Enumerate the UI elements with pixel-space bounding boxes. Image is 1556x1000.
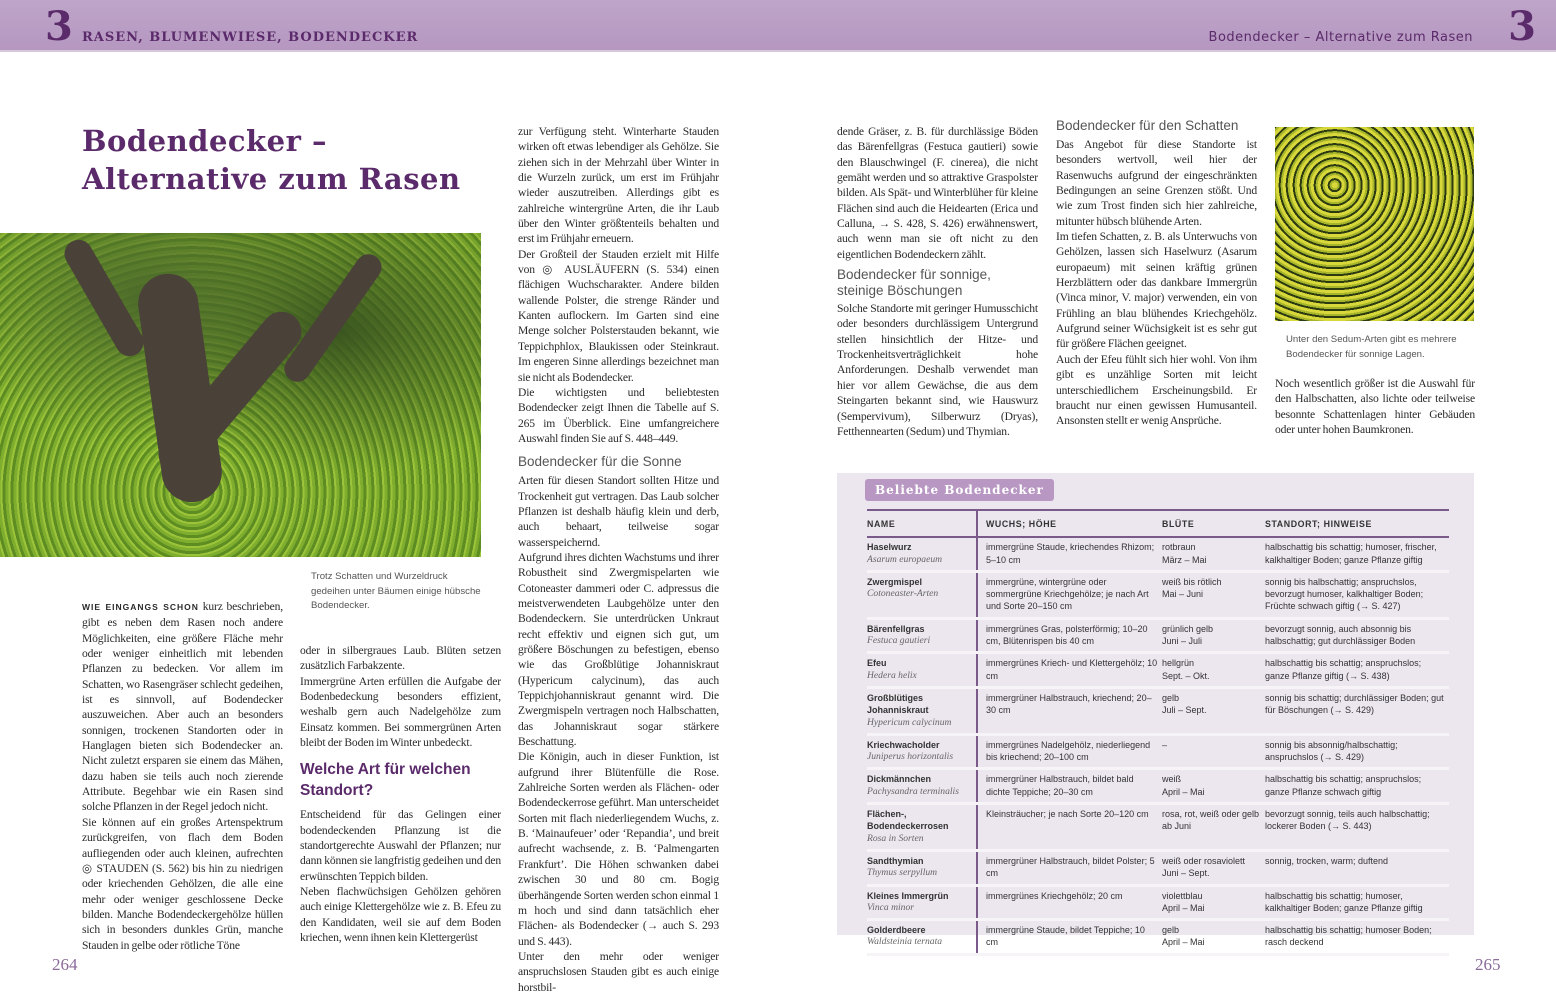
cell-bloom [1162, 618, 1265, 653]
page-title [82, 122, 461, 198]
paragraph: Arten für diesen Standort sollten Hitze und Trockenheit gut vertragen. Das Laub solcher Pflanzen ist deshalb häufig klein und derb, auch behaart, teilweise sogar wasserspeichernd. [518, 474, 719, 549]
column-header-name: NAME [867, 510, 977, 537]
column-4 [837, 124, 1038, 439]
page-number-right: 265 [1475, 955, 1501, 974]
table-row [867, 537, 1449, 571]
paragraph: Neben flachwüchsigen Gehölzen gehören auch einige Klettergehölze wie z. B. Efeu zu den Kandidaten, weil sie auf dem Boden kriechen, wenn ihnen kein Klettergerüst [300, 885, 501, 945]
column-6 [1275, 376, 1475, 437]
table-row [867, 885, 1449, 920]
cell-bloom [1162, 571, 1265, 618]
latin-name: Hypericum calycinum [867, 716, 952, 728]
paragraph: Noch wesentlich größer ist die Auswahl für den Halbschatten, also lichte oder teilweise besonnte Schattenlagen hinter Gebäuden oder unter hohen Baumkronen. [1275, 377, 1475, 437]
paragraph: Der Großteil der Stauden erzielt mit Hilfe von ◎ AUSLÄUFERN (S. 534) einen flächigen Wuchscharakter. Andere bilden wallende Polster, die strenge Ränder und Kanten auflockern. Im Garten sind eine Menge solcher Polsterstauden bekannt, wie Teppichphlox, Blaukissen oder Steinkraut. Im engeren Sinne allerdings bezeichnet man sie nicht als Bodendecker. [518, 247, 719, 384]
cell-growth: immergrünes Gras, polsterförmig; 10–20 cm, Blütenrispen bis 40 cm [977, 618, 1162, 653]
paragraph: Im tiefen Schatten, z. B. als Unterwuchs von Gehölzen, lassen sich Haselwurz (Asarum europaeum) mit seinen kräftig grünen Herzblättern oder das dankbare Immergrün (Vinca minor, V. major) verwenden, ein von Frühling an blau blühendes Kriechgehölz. Aufgrund seiner Wüchsigkeit ist es sehr gut für größere Flächen geeignet. [1056, 230, 1257, 351]
bloom-time: Juni – Juli [1162, 636, 1203, 647]
latin-name: Cotoneaster-Arten [867, 588, 939, 600]
bloom-color: gelb [1162, 925, 1180, 936]
latin-name: Juniperus horizontalis [867, 751, 954, 763]
cell-growth: immergrüne Staude, kriechendes Rhizom; 5–10 cm [977, 537, 1162, 571]
plant-name: Sandthymian [867, 855, 924, 866]
cell-bloom [1162, 537, 1265, 571]
cell-name [867, 850, 977, 885]
subheading: Bodendecker für sonnige, steinige Böschungen [837, 267, 991, 299]
cell-location: bevorzugt sonnig, auch absonnig bis halbschattig; gut durchlässiger Boden [1265, 618, 1449, 653]
paragraph: oder in silbergraues Laub. Blüten setzen zusätzlich Farbakzente. [300, 644, 501, 673]
title-line-2: Alternative zum Rasen [82, 162, 461, 196]
cell-location: halbschattig bis schattig; humoser, kalkhaltiger Boden; ganze Pflanze giftig [1265, 885, 1449, 920]
column-header-growth: WUCHS; HÖHE [977, 510, 1162, 537]
latin-name: Pachysandra terminalis [867, 785, 959, 797]
table-row [867, 804, 1449, 851]
paragraph: zur Verfügung steht. Winterharte Stauden wirken oft etwas lebendiger als Gehölze. Sie ziehen sich in der Mehrzahl über Winter in die Wurzeln zurück, um erst im Frühjahr wieder auszutreiben. Allerdings gibt es zahlreiche wintergrüne Arten, die ihr Laub über den Winter größtenteils behalten und erst im Frühjahr erneuern. [518, 125, 719, 246]
table-row [867, 734, 1449, 769]
cell-location: halbschattig bis schattig; anspruchslos; ganze Pflanze schwach giftig [1265, 769, 1449, 804]
plant-name: Kriechwacholder [867, 739, 940, 750]
plant-name: Haselwurz [867, 542, 912, 553]
table-row [867, 769, 1449, 804]
table-row [867, 618, 1449, 653]
paragraph: Solche Standorte mit geringer Humusschicht oder besonders durchlässigem Untergrund stellen hinsichtlich der Hitze- und Trockenheitsverträglichkeit hohe Anforderungen. Deshalb verwendet man hier vor allem Gewächse, die aus dem Steingarten bekannt sind, wie Hauswurz (Sempervivum), Silberwurz (Dryas), Fetthennearten (Sedum) und Thymian. [837, 302, 1038, 438]
paragraph: Aufgrund ihres dichten Wachstums und ihrer Robustheit sind Zwergmispelarten wie Cotoneaster dammeri oder C. adpressus die meistverwendeten Laubgehölze unter den Bodendeckern. Sie unterdrücken Unkraut recht effektiv und eignen sich gut, um größere Böschungen zu befestigen, ebenso wie das Großblütige Johanniskraut (Hypericum calycinum), das auch Teppichjohanniskraut genannt wird. Die Zwergmispeln vertragen noch Halbschatten, das Johanniskraut sogar stärkere Beschattung. [518, 550, 719, 749]
cell-bloom [1162, 804, 1265, 851]
paragraph: Die Königin, auch in dieser Funktion, ist aufgrund ihrer Blütenfülle die Rose. Zahlreiche Sorten werden als Flächen- oder Bodendeckerrose geführt. Man unterscheidet Sorten mit flach niederliegendem Wuchs, z. B. ‘Mainaufeuer’ oder ‘Repandia’, und breit aufrecht wachsende, z. B. ‘Palmengarten Frankfurt’. Die Höhen schwanken dabei zwischen 30 und 80 cm. Bogig überhängende Sorten werden schon einmal 1 m hoch und sind dann tatsächlich eher Flächen- als Bodendecker (→ auch S. 293 und S. 443). [518, 750, 719, 948]
cell-bloom [1162, 687, 1265, 734]
chapter-header-band [0, 0, 1556, 52]
bloom-time: April – Mai [1162, 786, 1205, 797]
cell-bloom [1162, 885, 1265, 920]
paragraph [82, 599, 283, 815]
cell-growth: immergrüner Halbstrauch, bildet bald dichte Teppiche; 20–30 cm [977, 769, 1162, 804]
column-1 [82, 599, 283, 953]
paragraph: Auch der Efeu fühlt sich hier wohl. Von ihm gibt es unzählige Sorten mit leicht unterschiedlichem Erscheinungsbild. Er braucht nur einen gewissen Humusanteil. Ansonsten stellt er wenig Ansprüche. [1056, 352, 1257, 428]
table-row [867, 920, 1449, 955]
latin-name: Hedera helix [867, 669, 917, 681]
chapter-number: 3 [45, 3, 73, 50]
cell-name [867, 537, 977, 571]
cell-location: halbschattig bis schattig; humoser, frischer, kalkhaltiger Boden; ganze Pflanze giftig [1265, 537, 1449, 571]
bloom-color: weiß [1162, 774, 1182, 785]
cell-location: halbschattig bis schattig; anspruchslos; ganze Pflanze giftig (→ S. 438) [1265, 653, 1449, 688]
title-line-1: Bodendecker – [82, 124, 327, 158]
cell-location: bevorzugt sonnig, teils auch halbschattig; lockerer Boden (→ S. 443) [1265, 804, 1449, 851]
bloom-time: April – Mai [1162, 937, 1205, 948]
subheading: Welche Art für welchen Standort? [300, 761, 471, 800]
cell-bloom [1162, 850, 1265, 885]
bloom-color: gelb [1162, 692, 1180, 703]
plant-name: Kleines Immergrün [867, 890, 949, 901]
bloom-color: rosa, rot, weiß oder gelb [1162, 809, 1260, 820]
bloom-time: Mai – Juni [1162, 589, 1204, 600]
cell-name [867, 920, 977, 955]
cell-location: sonnig bis absonnig/halbschattig; anspruchslos (→ S. 429) [1265, 734, 1449, 769]
lead-in: WIE EINGANGS SCHON [82, 602, 199, 612]
plant-name: Golderdbeere [867, 925, 926, 936]
column-header-location: STANDORT; HINWEISE [1265, 510, 1449, 537]
cell-growth: immergrünes Kriechgehölz; 20 cm [977, 885, 1162, 920]
latin-name: Thymus serpyllum [867, 867, 938, 879]
plant-name: Dickmännchen [867, 774, 932, 785]
bloom-color: hellgrün [1162, 658, 1195, 669]
bloom-color: violettblau [1162, 890, 1203, 901]
section-title: Bodendecker – Alternative zum Rasen [1208, 30, 1473, 45]
table-label: Beliebte Bodendecker [865, 479, 1054, 501]
bloom-color: – [1162, 739, 1168, 750]
bloom-color: weiß oder rosaviolett [1162, 855, 1246, 866]
cell-name [867, 653, 977, 688]
latin-name: Asarum europaeum [867, 553, 943, 565]
cell-location: halbschattig bis schattig; humoser Boden; rasch deckend [1265, 920, 1449, 955]
cell-bloom [1162, 653, 1265, 688]
cell-bloom [1162, 769, 1265, 804]
cell-name [867, 804, 977, 851]
cell-bloom [1162, 920, 1265, 955]
page-number-left: 264 [52, 955, 78, 974]
plant-name: Großblütiges Johanniskraut [867, 692, 929, 716]
cell-growth: Kleinsträucher; je nach Sorte 20–120 cm [977, 804, 1162, 851]
chapter-title: RASEN, BLUMENWIESE, BODENDECKER [82, 30, 419, 45]
cell-growth: immergrüne, wintergrüne oder sommergrüne Kriechgehölze; je nach Art und Sorte 20–150 cm [977, 571, 1162, 618]
subheading: Bodendecker für den Schatten [1056, 118, 1239, 133]
latin-name: Festuca gautieri [867, 635, 931, 647]
photo-caption: Trotz Schatten und Wurzeldruck gedeihen unter Bäumen einige hübsche Bodendecker. [311, 571, 481, 611]
paragraph: Unter den mehr oder weniger anspruchslosen Stauden gibt es auch einige horstbil- [518, 949, 719, 994]
cell-location: sonnig bis halbschattig; anspruchslos, bevorzugt humoser, kalkhaltiger Boden; Früchte schwach giftig (→ S. 427) [1265, 571, 1449, 618]
cell-name [867, 571, 977, 618]
paragraph: Immergrüne Arten erfüllen die Aufgabe der Bodenbedeckung besonders effizient, weshalb gern auch Nadelgehölze zum Einsatz kommen. Bei sommergrünen Arten bleibt der Boden im Winter unbedeckt. [300, 674, 501, 750]
groundcover-table [867, 509, 1449, 956]
cell-growth: immergrüner Halbstrauch, kriechend; 20–30 cm [977, 687, 1162, 734]
plant-name: Bärenfellgras [867, 623, 925, 634]
column-header-bloom: BLÜTE [1162, 510, 1265, 537]
bloom-time: Juli – Sept. [1162, 705, 1207, 716]
column-3 [518, 124, 719, 995]
bloom-time: März – Mai [1162, 554, 1207, 565]
cell-growth: immergrünes Nadelgehölz, niederliegend bis kriechend; 20–100 cm [977, 734, 1162, 769]
sedum-caption: Unter den Sedum-Arten gibt es mehrere Bodendecker für sonnige Lagen. [1286, 334, 1457, 360]
sedum-photo [1275, 127, 1474, 321]
cell-location: sonnig bis schattig; durchlässiger Boden; gut für Böschungen (→ S. 429) [1265, 687, 1449, 734]
bloom-color: rotbraun [1162, 542, 1196, 553]
chapter-number-right: 3 [1508, 3, 1536, 50]
text: kurz beschrieben, gibt es neben dem Rasen noch andere Möglichkeiten, eine größere Fläche mehr oder weniger einheitlich mit lebenden Pflanzen zu bedecken. Vor allem im Schatten, wo Rasengräser schlecht gedeihen, ist es sinnvoll, auf Bodendecker auszuweichen. Aber auch an besonders sonnigen, trockenen Standorten oder in Hanglagen bieten sich Bodendecker an. Nicht zuletzt ersparen sie einem das Mähen, dazu haben sie teils auch noch zierende Attribute. Begehbar wie ein Rasen sind solche Pflanzen in der Regel jedoch nicht. [82, 600, 283, 814]
cell-bloom [1162, 734, 1265, 769]
plant-name: Zwergmispel [867, 576, 923, 587]
cell-growth: immergrünes Kriech- und Klettergehölz; 10 cm [977, 653, 1162, 688]
tree-groundcover-photo [0, 233, 481, 557]
paragraph: Entscheidend für das Gelingen einer bodendeckenden Pflanzung ist die standortgerechte Auswahl der Pflanzen; nur dann können sie langfristig gedeihen und den erwünschten Teppich bilden. [300, 808, 501, 883]
column-2 [300, 643, 501, 946]
bloom-time: ab Juni [1162, 821, 1192, 832]
column-5 [1056, 116, 1257, 429]
paragraph: dende Gräser, z. B. für durchlässige Böden das Bärenfellgras (Festuca gautieri) sowie den Blauschwingel (F. cinerea), die nicht gemäht werden und so attraktive Graspolster bilden. Als Spät- und Winterblüher für kleine Flächen sind auch die Heidearten (Erica und Calluna, → S. 428, S. 426) erwähnenswert, auch wenn man sie oft nicht zu den eigentlichen Bodendeckern zählt. [837, 125, 1038, 261]
bloom-time: Juni – Sept. [1162, 868, 1210, 879]
cell-growth: immergrüne Staude, bildet Teppiche; 10 cm [977, 920, 1162, 955]
subheading: Bodendecker für die Sonne [518, 454, 682, 470]
cell-name [867, 769, 977, 804]
cell-name [867, 885, 977, 920]
bloom-time: Sept. – Okt. [1162, 670, 1210, 681]
plant-name: Efeu [867, 658, 887, 669]
cell-name [867, 618, 977, 653]
bloom-time: April – Mai [1162, 902, 1205, 913]
groundcover-table-box [837, 473, 1474, 948]
latin-name: Waldsteinia ternata [867, 936, 943, 948]
cell-name [867, 734, 977, 769]
bloom-color: weiß bis rötlich [1162, 576, 1222, 587]
plant-name: Flächen-, Bodendeckerrosen [867, 809, 949, 832]
table-row [867, 850, 1449, 885]
table-row [867, 571, 1449, 618]
bloom-color: grünlich gelb [1162, 623, 1214, 634]
table-row [867, 687, 1449, 734]
latin-name: Vinca minor [867, 901, 914, 913]
paragraph: Die wichtigsten und beliebtesten Bodendecker zeigt Ihnen die Tabelle auf S. 265 im Überblick. Eine umfangreichere Auswahl finden Sie auf S. 448–449. [518, 385, 719, 445]
paragraph: Sie können auf ein großes Artenspektrum zurückgreifen, von flach dem Boden aufliegenden oder auch kleinen, aufrechten ◎ STAUDEN (S. 562) bis hin zu niedrigen oder kriechenden Gehölzen, die alle eine mehr oder weniger geschlossene Decke bilden. Manche Bodendeckergehölze hüllen sich in besonders dunkles Grün, manche Stauden in gelbe oder rötliche Töne [82, 815, 283, 952]
cell-name [867, 687, 977, 734]
cell-growth: immergrüner Halbstrauch, bildet Polster; 5 cm [977, 850, 1162, 885]
table-row [867, 653, 1449, 688]
latin-name: Rosa in Sorten [867, 832, 924, 844]
paragraph: Das Angebot für diese Standorte ist besonders wertvoll, weil hier der Rasenwuchs aufgrund der eingeschränkten Bedingungen an seine Grenzen stößt. Und wie zum Trost finden sich hier zahlreiche, mitunter hübsch blühende Arten. [1056, 138, 1257, 228]
cell-location: sonnig, trocken, warm; duftend [1265, 850, 1449, 885]
